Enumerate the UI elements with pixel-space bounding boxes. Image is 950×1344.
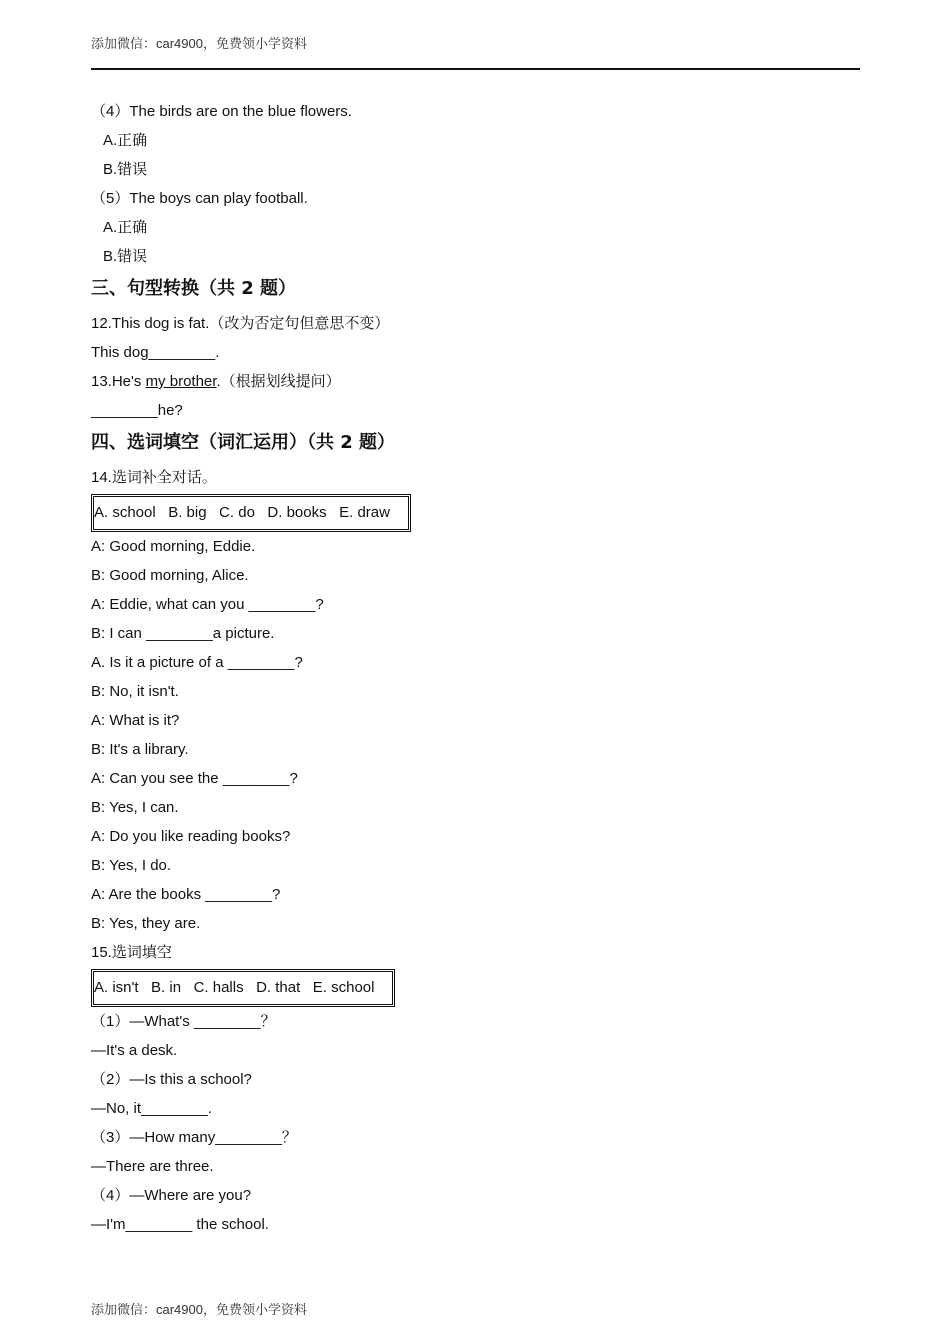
dialogue-line: A. Is it a picture of a ________? <box>91 654 303 671</box>
word-box-wrapper <box>91 967 860 1007</box>
option-a: A.正确 <box>103 132 148 149</box>
dialogue-line: A: Do you like reading books? <box>91 828 291 845</box>
fill-line: —There are three. <box>91 1158 214 1175</box>
dialogue-line: B: No, it isn't. <box>91 683 179 700</box>
option-b: B.错误 <box>103 161 148 178</box>
page-footer: 添加微信：car4900，免费领小学资料 <box>91 1302 307 1317</box>
dialogue-line: A: Good morning, Eddie. <box>91 538 256 555</box>
dialogue-line: B: Yes, I can. <box>91 799 179 816</box>
question-11-5: （5）The boys can play football. <box>91 190 308 207</box>
dialogue-line: B: Yes, they are. <box>91 915 201 932</box>
question-14-prompt: 14.选词补全对话。 <box>91 469 217 486</box>
page-header: 添加微信：car4900，免费领小学资料 <box>91 36 307 51</box>
question-13-underlined: my brother <box>145 373 217 390</box>
header-divider <box>91 68 860 70</box>
fill-line: （1）—What's ________？ <box>91 1013 276 1030</box>
fill-line: （2）—Is this a school? <box>91 1071 252 1088</box>
question-11-4: （4）The birds are on the blue flowers. <box>91 103 352 120</box>
dialogue-line: B: Yes, I do. <box>91 857 172 874</box>
dialogue-line: A: Can you see the ________? <box>91 770 298 787</box>
question-12-prompt: 12.This dog is fat.（改为否定句但意思不变） <box>91 315 390 332</box>
dialogue-line: B: Good morning, Alice. <box>91 567 249 584</box>
fill-line: —I'm________ the school. <box>91 1216 269 1233</box>
question-12-answer: This dog________. <box>91 344 220 361</box>
dialogue-line: A: Eddie, what can you ________? <box>91 596 324 613</box>
dialogue-line: A: Are the books ________? <box>91 886 281 903</box>
section-3-title: 三、句型转换（共 2 题） <box>91 278 297 299</box>
question-15-prompt: 15.选词填空 <box>91 944 172 961</box>
dialogue-line: B: It's a library. <box>91 741 189 758</box>
question-13-suffix: .（根据划线提问） <box>216 373 341 390</box>
word-box: A. school B. big C. do D. books E. draw <box>91 494 411 532</box>
option-a: A.正确 <box>103 219 148 236</box>
question-13-prompt <box>91 367 860 396</box>
fill-line: —No, it________. <box>91 1100 212 1117</box>
question-13-answer: ________he? <box>91 402 183 419</box>
dialogue-line: B: I can ________a picture. <box>91 625 275 642</box>
dialogue-line: A: What is it? <box>91 712 180 729</box>
worksheet-content <box>91 97 860 1239</box>
word-box-wrapper <box>91 492 860 532</box>
fill-line: （4）—Where are you? <box>91 1187 252 1204</box>
word-box: A. isn't B. in C. halls D. that E. school <box>91 969 395 1007</box>
question-13-prefix: 13.He's <box>91 373 146 390</box>
fill-line: —It's a desk. <box>91 1042 178 1059</box>
option-b: B.错误 <box>103 248 148 265</box>
section-4-title: 四、选词填空（词汇运用）（共 2 题） <box>91 432 396 453</box>
fill-line: （3）—How many________？ <box>91 1129 297 1146</box>
